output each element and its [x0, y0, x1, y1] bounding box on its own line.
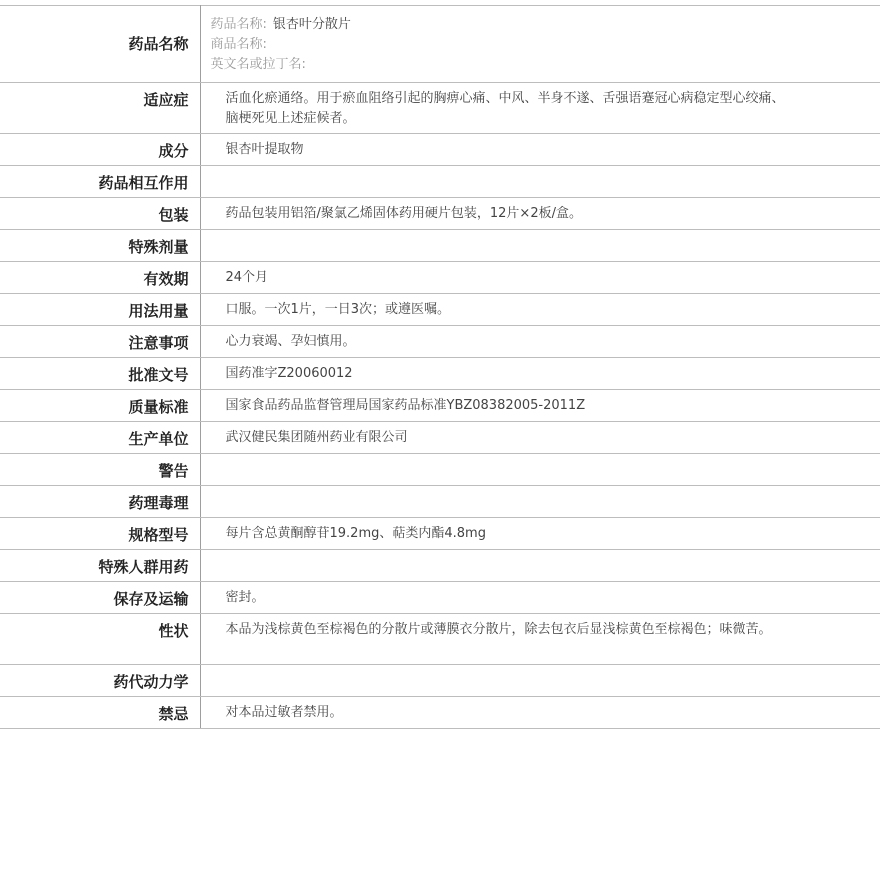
row-storage	[0, 582, 880, 614]
row-label: 药理毒理	[0, 486, 200, 518]
row-label: 生产单位	[0, 422, 200, 454]
row-label: 用法用量	[0, 294, 200, 326]
row-value	[200, 166, 880, 198]
row-value: 国家食品药品监督管理局国家药品标准YBZ08382005-2011Z	[200, 390, 880, 422]
row-label: 适应症	[0, 83, 200, 134]
row-label: 性状	[0, 614, 200, 665]
row-special-dosage	[0, 230, 880, 262]
row-description	[0, 614, 880, 665]
row-label: 特殊人群用药	[0, 550, 200, 582]
row-dosage	[0, 294, 880, 326]
row-label: 成分	[0, 134, 200, 166]
row-contraindications	[0, 697, 880, 729]
generic-name-line	[211, 15, 791, 35]
row-value: 药品包装用铝箔/聚氯乙烯固体药用硬片包装，12片×2板/盒。	[200, 198, 880, 230]
row-value: 24个月	[200, 262, 880, 294]
row-value	[200, 454, 880, 486]
row-manufacturer	[0, 422, 880, 454]
row-label: 批准文号	[0, 358, 200, 390]
row-label: 注意事项	[0, 326, 200, 358]
row-value: 每片含总黄酮醇苷19.2mg、萜类内酯4.8mg	[200, 518, 880, 550]
row-label: 质量标准	[0, 390, 200, 422]
row-value: 对本品过敏者禁用。	[200, 697, 880, 729]
row-label: 有效期	[0, 262, 200, 294]
row-label: 禁忌	[0, 697, 200, 729]
row-drug-name	[0, 6, 880, 83]
row-value	[200, 230, 880, 262]
row-precautions	[0, 326, 880, 358]
row-label: 规格型号	[0, 518, 200, 550]
row-label: 包装	[0, 198, 200, 230]
row-indications	[0, 83, 880, 134]
row-shelf-life	[0, 262, 880, 294]
row-value	[200, 486, 880, 518]
drug-name-block	[200, 6, 880, 83]
drug-spec-sheet	[0, 5, 880, 729]
row-interactions	[0, 166, 880, 198]
row-label: 药品名称	[0, 6, 200, 83]
trade-name-line	[211, 35, 791, 55]
row-special-populations	[0, 550, 880, 582]
generic-name-value: 银杏叶分散片	[272, 17, 351, 32]
row-value: 银杏叶提取物	[200, 134, 880, 166]
row-value: 武汉健民集团随州药业有限公司	[200, 422, 880, 454]
row-value	[200, 550, 880, 582]
row-quality-standard	[0, 390, 880, 422]
row-label: 药代动力学	[0, 665, 200, 697]
trade-name-label: 商品名称:	[210, 37, 267, 52]
drug-spec-table	[0, 5, 880, 729]
generic-name-label: 药品名称:	[210, 17, 267, 32]
row-value: 心力衰竭、孕妇慎用。	[200, 326, 880, 358]
english-name-line	[211, 55, 791, 75]
row-specification	[0, 518, 880, 550]
row-value: 活血化瘀通络。用于瘀血阻络引起的胸痹心痛、中风、半身不遂、舌强语蹇冠心病稳定型心绞痛、脑梗死见上述症候者。	[200, 83, 880, 134]
row-value: 国药准字Z20060012	[200, 358, 880, 390]
english-name-label: 英文名或拉丁名:	[210, 57, 306, 72]
row-value: 密封。	[200, 582, 880, 614]
row-pharmacology	[0, 486, 880, 518]
row-approval-number	[0, 358, 880, 390]
row-packaging	[0, 198, 880, 230]
row-value	[200, 665, 880, 697]
row-label: 特殊剂量	[0, 230, 200, 262]
row-pharmacokinetics	[0, 665, 880, 697]
row-value: 口服。一次1片，一日3次；或遵医嘱。	[200, 294, 880, 326]
row-ingredients	[0, 134, 880, 166]
row-label: 保存及运输	[0, 582, 200, 614]
row-value: 本品为浅棕黄色至棕褐色的分散片或薄膜衣分散片，除去包衣后显浅棕黄色至棕褐色；味微苦。	[200, 614, 880, 665]
row-label: 警告	[0, 454, 200, 486]
row-label: 药品相互作用	[0, 166, 200, 198]
row-warning	[0, 454, 880, 486]
